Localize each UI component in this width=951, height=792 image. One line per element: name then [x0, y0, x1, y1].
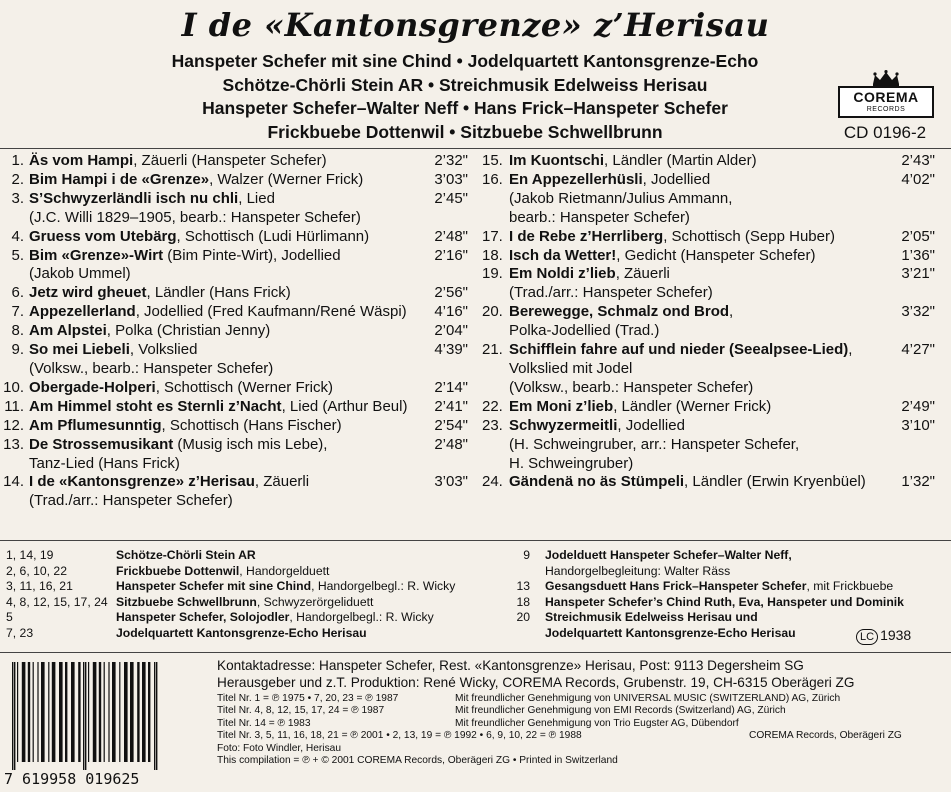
barcode-bar [83, 662, 84, 770]
barcode-bar [37, 662, 38, 762]
barcode-icon [6, 662, 212, 772]
track-duration: 3’21" [901, 265, 935, 283]
track-duration: 2’41" [434, 397, 468, 415]
track-item: 24. Gändenä no äs Stümpeli, Ländler (Erwin Kryenbüel) 1’32" [482, 473, 935, 491]
divider [0, 148, 951, 149]
track-duration: 4’02" [901, 170, 935, 188]
barcode-bar [17, 662, 18, 762]
corema-logo [838, 70, 934, 120]
legal-row: Titel Nr. 4, 8, 12, 15, 17, 24 = ℗ 1987 Mit freundlicher Genehmigung von EMI Records (Switzerland) AG, Zürich [217, 705, 786, 717]
catalog-number: CD 0196-2 [843, 123, 927, 142]
track-item: 18. Isch da Wetter!, Gedicht (Hanspeter Schefer) 1’36" [482, 246, 935, 264]
track-duration: 2’16" [434, 246, 468, 264]
credit-item: 3, 11, 16, 21 Hanspeter Schefer mit sine Chind, Handorgelbegl.: R. Wicky [6, 579, 456, 594]
barcode-bar [71, 662, 75, 762]
track-item: 5. Bim «Grenze»-Wirt (Bim Pinte-Wirt), Jodellied (Jakob Ummel) 2’16" [11, 246, 468, 283]
track-item: 9. So mei Liebeli, Volkslied (Volksw., bearb.: Hanspeter Schefer) 4’39" [11, 341, 468, 377]
album-title: I de «Kantonsgrenze» z’Herisau [181, 6, 770, 44]
barcode-bar [154, 662, 155, 770]
track-duration: 2’04" [434, 322, 468, 340]
track-duration: 4’16" [434, 303, 468, 321]
barcode-bar [85, 662, 86, 770]
track-duration: 3’03" [434, 170, 468, 188]
performer-line: Hanspeter Schefer mit sine Chind • Jodelquartett Kantonsgrenze-Echo [171, 51, 759, 71]
barcode-bar [99, 662, 101, 762]
barcode-bar [22, 662, 26, 762]
track-duration: 3’10" [901, 416, 935, 434]
performer-line: Hanspeter Schefer–Walter Neff • Hans Frick–Hanspeter Schefer [202, 98, 728, 119]
label-code-badge: LC [856, 629, 878, 645]
barcode-bar [119, 662, 120, 762]
barcode-bar [33, 662, 34, 762]
performer-line: Frickbuebe Dottenwil • Sitzbuebe Schwellbrunn [267, 121, 663, 142]
contact-info [217, 657, 942, 691]
divider [0, 540, 951, 541]
track-duration: 2’05" [901, 227, 935, 245]
track-item: 1. Äs vom Hampi, Zäuerli (Hanspeter Schefer) 2’32" [11, 152, 468, 169]
track-item: 20. Berewegge, Schmalz ond Brod, Polka-Jodellied (Trad.) 3’32" [482, 303, 935, 340]
barcode-bar [104, 662, 105, 762]
logo-sub: RECORDS [866, 106, 906, 113]
track-duration: 2’32" [434, 152, 468, 169]
track-duration: 4’27" [901, 341, 935, 359]
credit-item: 13 Gesangsduett Hans Frick–Hanspeter Schefer, mit Frickbuebe [516, 579, 894, 594]
divider [0, 652, 951, 653]
track-item: 22. Em Moni z’lieb, Ländler (Werner Frick) 2’49" [482, 397, 935, 415]
track-item: 4. Gruess vom Utebärg, Schottisch (Ludi Hürlimann) 2’48" [11, 227, 468, 245]
track-item: 17. I de Rebe z’Herrliberg, Schottisch (Sepp Huber) 2’05" [482, 227, 935, 245]
track-item: 3. S’Schwyzerländli isch nu chli, Lied (J.C. Willi 1829–1905, bearb.: Hanspeter Schefer) 2’45" [11, 189, 468, 226]
crown-icon [871, 70, 901, 86]
legal-row: Titel Nr. 14 = ℗ 1983 Mit freundlicher Genehmigung von Trio Eugster AG, Dübendorf [217, 717, 739, 729]
barcode-bar [156, 662, 157, 770]
track-item: 6. Jetz wird gheuet, Ländler (Hans Frick) 2’56" [11, 284, 468, 302]
credits-left [6, 548, 506, 642]
barcode-bar [148, 662, 150, 762]
legal-row: Titel Nr. 1 = ℗ 1975 • 7, 20, 23 = ℗ 1987 Mit freundlicher Genehmigung von UNIVERSAL MUSIC (SWITZERLAND) AG, Zürich [217, 693, 841, 704]
barcode-bar [65, 662, 67, 762]
track-duration: 2’49" [901, 397, 935, 415]
credit-item: Jodelquartett Kantonsgrenze-Echo Herisau [545, 625, 796, 640]
track-duration: 2’48" [434, 227, 468, 245]
track-item: 10. Obergade-Holperi, Schottisch (Werner Frick) 2’14" [3, 378, 468, 396]
barcode-bar [14, 662, 15, 770]
credit-item: 9 Jodelduett Hanspeter Schefer–Walter Neff, [523, 548, 792, 562]
barcode-bar [28, 662, 30, 762]
track-duration: 2’56" [434, 284, 468, 302]
credit-item: Handorgelbegleitung: Walter Räss [545, 563, 731, 578]
track-duration: 2’45" [434, 189, 468, 207]
barcode-bar [124, 662, 128, 762]
track-item: 13. De Strossemusikant (Musig isch mis Lebe), Tanz-Lied (Hans Frick) 2’48" [3, 435, 468, 472]
credit-item: 1, 14, 19 Schötze-Chörli Stein AR [6, 548, 256, 562]
barcode-bar [41, 662, 45, 762]
track-item: 14. I de «Kantonsgrenze» z’Herisau, Zäuerli (Trad./arr.: Hanspeter Schefer) 3’03" [3, 473, 468, 510]
track-duration: 2’14" [434, 378, 468, 396]
track-duration: 2’48" [434, 435, 468, 453]
track-item: 12. Am Pflumesunntig, Schottisch (Hans Fischer) 2’54" [3, 416, 468, 434]
barcode-bar [130, 662, 134, 762]
credit-item: 2, 6, 10, 22 Frickbuebe Dottenwil, Handorgelduett [6, 563, 330, 578]
performer-list [100, 50, 830, 144]
barcode-bar [88, 662, 89, 762]
track-item: 8. Am Alpstei, Polka (Christian Jenny) 2’04" [11, 322, 468, 340]
track-duration: 3’03" [434, 473, 468, 491]
contact-line: Kontaktadresse: Hanspeter Schefer, Rest. «Kantonsgrenze» Herisau, Post: 9113 Degersheim SG [217, 658, 804, 673]
barcode-bar [12, 662, 13, 770]
barcode-bar [78, 662, 80, 762]
track-item: 19. Em Noldi z’lieb, Zäuerli (Trad./arr.: Hanspeter Schefer) 3’21" [482, 265, 935, 302]
barcode-bar [112, 662, 116, 762]
legal-notes [217, 693, 942, 767]
track-duration: 2’54" [434, 416, 468, 434]
track-duration: 3’32" [901, 303, 935, 321]
logo-box [838, 86, 934, 118]
label-code [856, 626, 911, 645]
track-duration: 4’39" [434, 341, 468, 359]
track-duration: 1’36" [901, 246, 935, 264]
credit-item: 5 Hanspeter Schefer, Solojodler, Handorgelbegl.: R. Wicky [6, 610, 434, 625]
legal-row: Titel Nr. 3, 5, 11, 16, 18, 21 = ℗ 2001 • 2, 13, 19 = ℗ 1992 • 6, 9, 10, 22 = ℗ 1988 COREMA Records, Oberägeri ZG [217, 730, 902, 742]
barcode-bar [59, 662, 63, 762]
performer-line: Schötze-Chörli Stein AR • Streichmusik Edelweiss Herisau [222, 74, 708, 95]
track-item: 2. Bim Hampi i de «Grenze», Walzer (Werner Frick) 3’03" [11, 170, 468, 188]
track-duration: 2’43" [901, 152, 935, 169]
label-code-number: 1938 [880, 627, 912, 643]
barcode-bar [137, 662, 139, 762]
barcode-bar [48, 662, 49, 762]
track-item: 16. En Appezellerhüsli, Jodellied (Jakob Rietmann/Julius Ammann, bearb.: Hanspeter Schefer) 4’02" [482, 170, 935, 226]
track-duration: 1’32" [901, 473, 935, 491]
barcode-bar [52, 662, 56, 762]
barcode-number: 7 619958 019625 [4, 770, 140, 788]
barcode-bar [142, 662, 146, 762]
credit-item: 4, 8, 12, 15, 17, 24 Sitzbuebe Schwellbrunn, Schwyzerörgeliduett [6, 594, 374, 609]
tracklist-left [0, 152, 470, 511]
track-item: 23. Schwyzermeitli, Jodellied (H. Schweingruber, arr.: Hanspeter Schefer, H. Schweingruber) 3’10" [482, 416, 935, 472]
credit-item: 18 Hanspeter Schefer’s Chind Ruth, Eva, Hanspeter und Dominik [516, 594, 904, 609]
legal-row: This compilation = ℗ + © 2001 COREMA Records, Oberägeri ZG • Printed in Switzerland [217, 754, 618, 766]
barcode-bar [108, 662, 109, 762]
barcode-bar [93, 662, 97, 762]
logo-name: COREMA [853, 89, 919, 105]
tracklist-right [482, 152, 937, 492]
track-item: 11. Am Himmel stoht es Sternli z’Nacht, Lied (Arthur Beul) 2’41" [4, 397, 468, 415]
credit-item: 20 Streichmusik Edelweiss Herisau und [516, 610, 758, 625]
track-item: 15. Im Kuontschi, Ländler (Martin Alder) 2’43" [482, 152, 935, 169]
contact-line: Herausgeber und z.T. Produktion: René Wicky, COREMA Records, Grubenstr. 19, CH-6315 Oberägeri ZG [217, 675, 855, 690]
track-item: 21. Schifflein fahre auf und nieder (Seealpsee-Lied), Volkslied mit Jodel (Volksw., bearb.: Hanspeter Schefer) 4’27" [482, 341, 935, 396]
legal-row: Foto: Foto Windler, Herisau [217, 742, 341, 754]
credit-item: 7, 23 Jodelquartett Kantonsgrenze-Echo Herisau [6, 625, 367, 640]
track-item: 7. Appezellerland, Jodellied (Fred Kaufmann/René Wäspi) 4’16" [11, 303, 468, 321]
